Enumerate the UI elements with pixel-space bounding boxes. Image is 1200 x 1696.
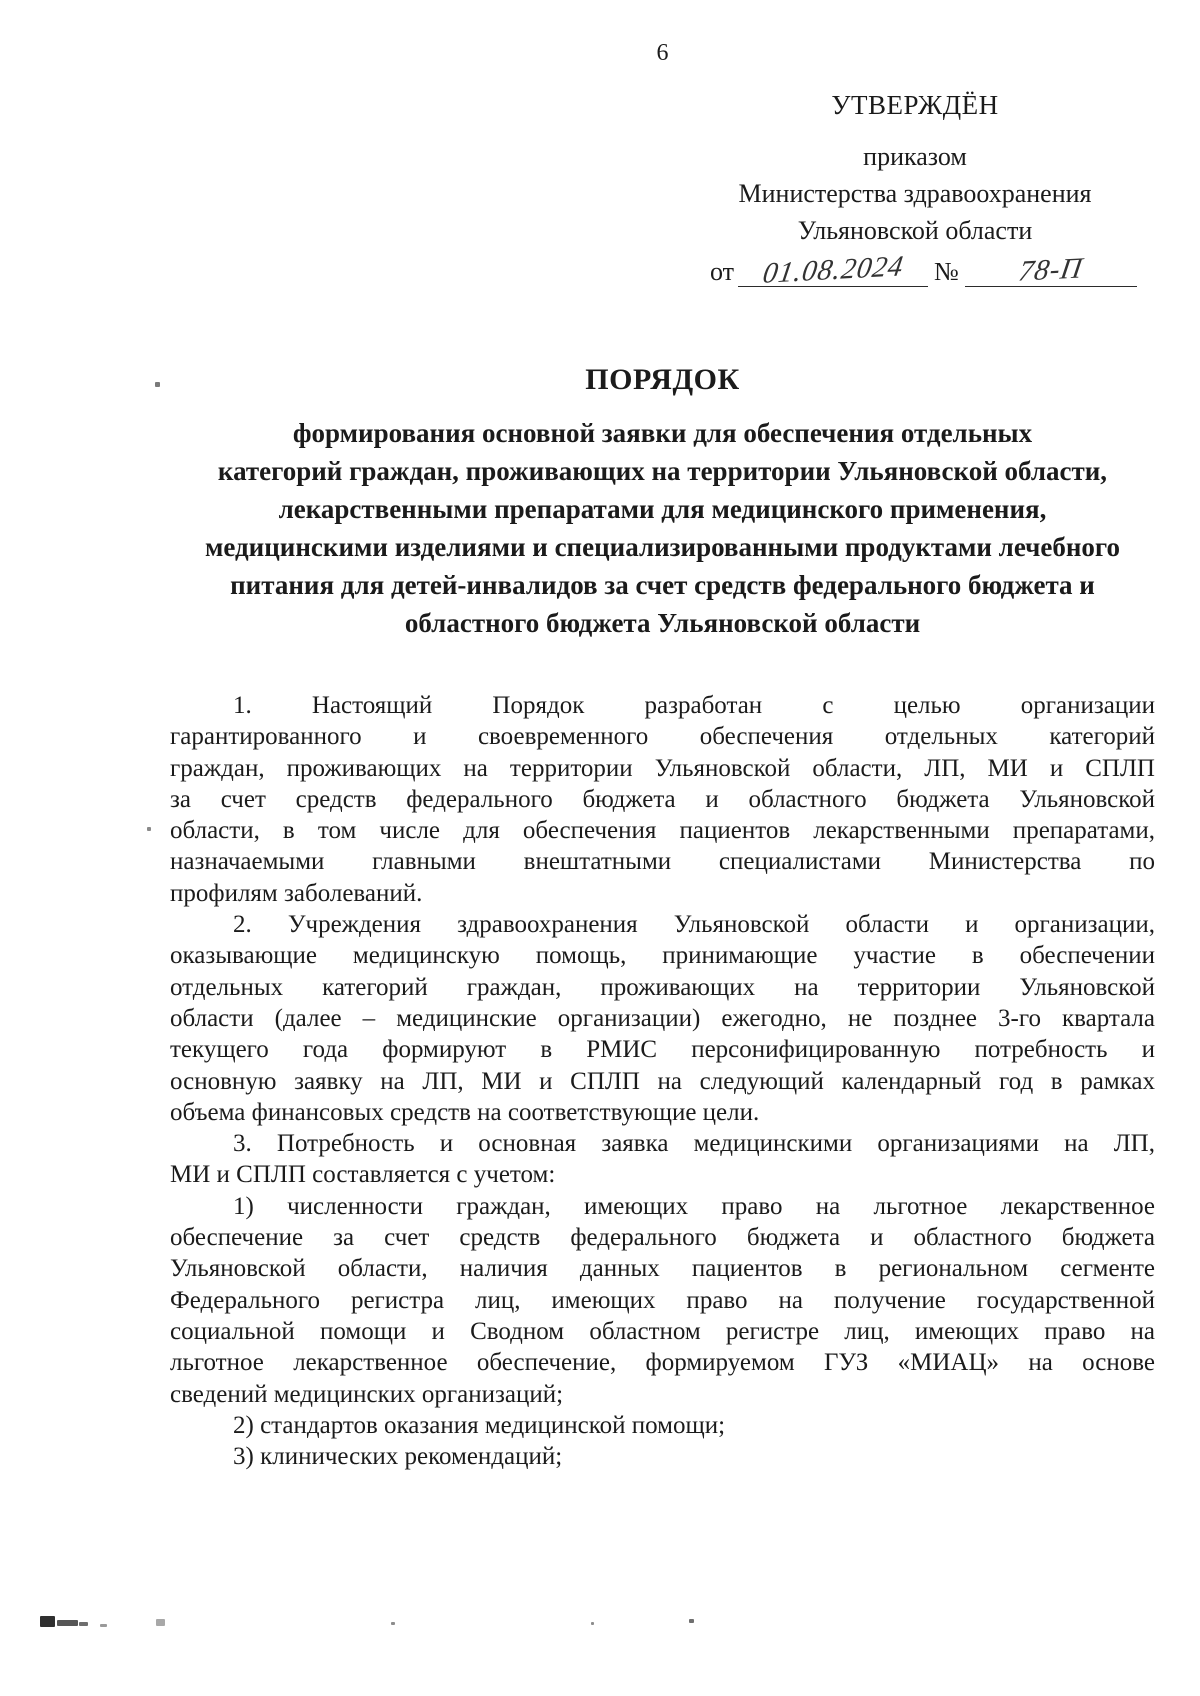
approval-line: приказом [863, 142, 967, 171]
scan-artifact [391, 1622, 395, 1625]
text-line: гарантированного и своевременного обеспечения отдельных категорий [170, 723, 1155, 751]
scan-artifact [100, 1624, 107, 1627]
text-line: назначаемыми главными внештатными специалистами Министерства по [170, 848, 1155, 876]
text-line: области (далее – медицинские организации) ежегодно, не позднее 3-го квартала [170, 1004, 1155, 1032]
handwritten-date: 01.08.2024 [760, 250, 906, 290]
text-line: оказывающие медицинскую помощь, принимающие участие в обеспечении [170, 942, 1155, 970]
text-line: 1. Настоящий Порядок разработан с целью организации [233, 692, 1155, 719]
paragraph-4 [170, 1191, 1155, 1410]
text-line: социальной помощи и Сводном областном регистре лиц, имеющих право на [170, 1317, 1155, 1345]
approval-block [670, 90, 1160, 290]
scan-artifact [57, 1620, 78, 1626]
text-line: текущего года формируют в РМИС персонифицированную потребность и [170, 1036, 1155, 1064]
date-underline [738, 250, 928, 290]
approval-status: УТВЕРЖДЁН [831, 90, 999, 120]
text-line: граждан, проживающих на территории Ульяновской области, ЛП, МИ и СПЛП [170, 754, 1155, 782]
subtitle-line: лекарственными препаратами для медицинского применения, [278, 494, 1047, 524]
text-line: льготное лекарственное обеспечение, формируемом ГУЗ «МИАЦ» на основе [170, 1349, 1155, 1377]
text-line: объема финансовых средств на соответствующие цели. [170, 1098, 760, 1126]
text-line: профилям заболеваний. [170, 879, 423, 907]
text-line: за счет средств федерального бюджета и областного бюджета Ульяновской [170, 785, 1155, 813]
text-line: 2. Учреждения здравоохранения Ульяновской области и организации, [233, 911, 1155, 939]
approval-date-line [670, 249, 1160, 290]
subtitle-line: медицинскими изделиями и специализированными продуктами лечебного [205, 532, 1120, 562]
text-line: 2) стандартов оказания медицинской помощи; [233, 1411, 726, 1439]
text-line: обеспечение за счет средств федерального бюджета и областного бюджета [170, 1224, 1155, 1252]
paragraph-5 [170, 1410, 1155, 1441]
approval-line: Министерства здравоохранения [738, 179, 1092, 208]
paragraph-3 [170, 1128, 1155, 1191]
document-heading: ПОРЯДОК [585, 363, 740, 396]
scan-artifact [40, 1616, 55, 1627]
subtitle-line: областного бюджета Ульяновской области [404, 608, 921, 638]
approval-line: Ульяновской области [797, 216, 1033, 245]
text-line: сведений медицинских организаций; [170, 1380, 564, 1408]
number-sign: № [934, 257, 959, 286]
text-line: 3. Потребность и основная заявка медицинскими организациями на ЛП, [233, 1130, 1155, 1158]
number-underline [965, 252, 1137, 287]
scan-artifact [689, 1619, 694, 1623]
scan-artifact [79, 1622, 88, 1626]
text-line: МИ и СПЛП составляется с учетом: [170, 1161, 556, 1189]
approval-by-lines [670, 138, 1160, 249]
paragraph-6 [170, 1441, 1155, 1472]
scan-artifact [591, 1622, 594, 1625]
text-line: Федерального регистра лиц, имеющих право на получение государственной [170, 1286, 1155, 1314]
subtitle-line: питания для детей-инвалидов за счет средств федерального бюджета и [230, 570, 1095, 600]
text-line: области, в том числе для обеспечения пациентов лекарственными препаратами, [170, 817, 1155, 845]
text-line: 3) клинических рекомендаций; [233, 1443, 563, 1471]
text-line: отдельных категорий граждан, проживающих на территории Ульяновской [170, 973, 1155, 1001]
text-line: Ульяновской области, наличия данных пациентов в региональном сегменте [170, 1255, 1155, 1283]
paragraph-2 [170, 909, 1155, 1128]
paragraph-1 [170, 690, 1155, 909]
scan-artifact [156, 1619, 165, 1626]
text-line: 1) численности граждан, имеющих право на льготное лекарственное [233, 1192, 1155, 1220]
date-label: от [710, 257, 735, 286]
subtitle-line: формирования основной заявки для обеспечения отдельных [292, 418, 1033, 448]
scan-artifact [155, 382, 160, 387]
page-number: 6 [656, 40, 669, 66]
document-subtitle [170, 414, 1155, 642]
scan-artifact [147, 827, 151, 831]
text-line: основную заявку на ЛП, МИ и СПЛП на следующий календарный год в рамках [170, 1067, 1155, 1095]
handwritten-number: 78-П [1016, 252, 1086, 288]
title-block [170, 362, 1155, 642]
subtitle-line: категорий граждан, проживающих на территории Ульяновской области, [217, 456, 1108, 486]
body-text [170, 690, 1155, 1472]
